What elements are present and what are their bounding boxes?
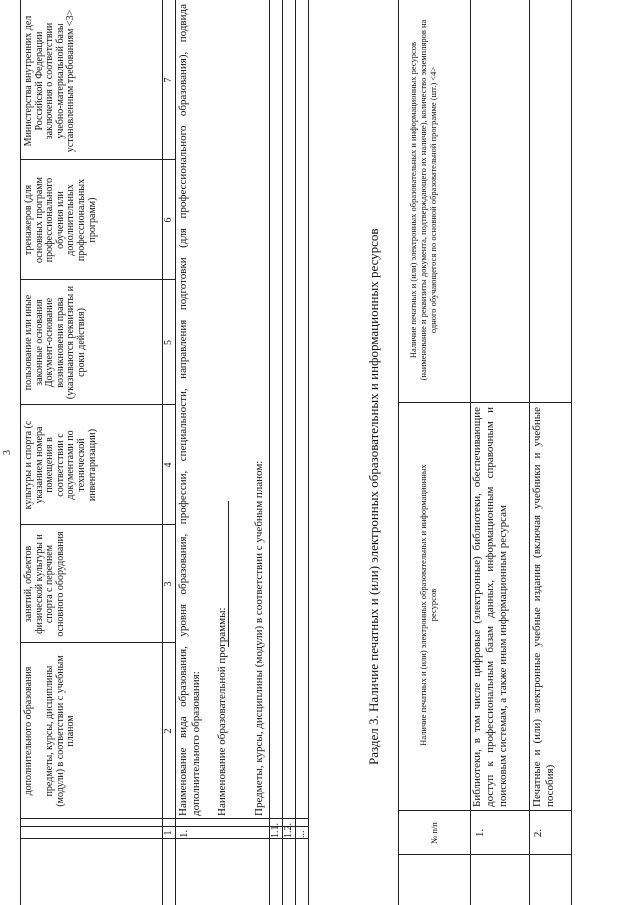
row1-subjects: Предметы, курсы, дисциплины (модули) в соответствии с учебным планом: [253, 460, 265, 816]
col-number-7: 7 [163, 77, 174, 83]
table1-header-col6: тренажеров (для основных программ профессионального обучения или дополнительных профессиональных программ) [23, 177, 98, 263]
table2-row-number: 2. [532, 828, 544, 838]
table2-header-resources: Наличие печатных и (или) электронных образовательных и информационных ресурсов [418, 464, 438, 746]
row1-program-name: Наименование образовательной программы: [216, 607, 228, 816]
table1-header-col3: занятий, объектов физической культуры и спорта с перечнем основного оборудования [23, 531, 66, 637]
col-number-4: 4 [163, 462, 174, 468]
sub-row-number: 1.1. [270, 823, 281, 838]
table2-row-text: Библиотеки, в том числе цифровые (электронные) библиотеки, обеспечивающие доступ к профессиональным базам данных, информационным справочным и поисковым системам, а также иным информационным ресурсам [471, 407, 509, 807]
section-3-title: Раздел 3. Наличие печатных и (или) электронных образовательных и информационных ресурсов [366, 228, 381, 765]
row1-education-type: Наименование вида образования, уровня образования, профессии, специальности, направления подготовки (для профессионального образования), подвида дополнительного образования: [177, 4, 202, 816]
table2-header-num: № п/п [429, 822, 439, 844]
col-number-5: 5 [163, 340, 174, 345]
program-name-underline [228, 501, 229, 647]
table1-header-col4: культуры и спорта (с указанием номера помещения в соответствии с документами по технической инвентаризации) [23, 420, 98, 510]
table1-header-col2: дополнительного образования предметы, курсы, дисциплины (модули) в соответствии с учебным планом [23, 655, 77, 807]
table2-row-number: 1. [474, 828, 486, 838]
col-number-3: 3 [163, 581, 174, 587]
sub-row-number: ... [296, 830, 307, 838]
row1-number: 1. [178, 829, 190, 838]
col-number-1: 1 [163, 830, 174, 836]
col-number-2: 2 [163, 728, 174, 734]
col-number-6: 6 [163, 217, 174, 223]
table1-header-col5: пользование или иные законные основания Документ-основание возникновения права (указываются реквизиты и сроки действия) [23, 285, 87, 400]
table1-header-col7: Министерства внутренних дел Российской Федерации заключения о соответствии учебно-материальной базы установленным требованиям <3> [23, 9, 77, 153]
table2-header-availability: Наличие печатных и (или) электронных образовательных и информационных ресурсов (наименование и реквизиты документа, подтверждающего их наличие), количество экземпляров на одного обучающегося по основной образовательной программе (шт.) <4> [408, 19, 438, 381]
sub-row-number: 1.2. [283, 823, 294, 838]
table2-row-text: Печатные и (или) электронные учебные издания (включая учебники и учебные пособия) [531, 407, 556, 807]
page-number: 3 [2, 450, 13, 455]
